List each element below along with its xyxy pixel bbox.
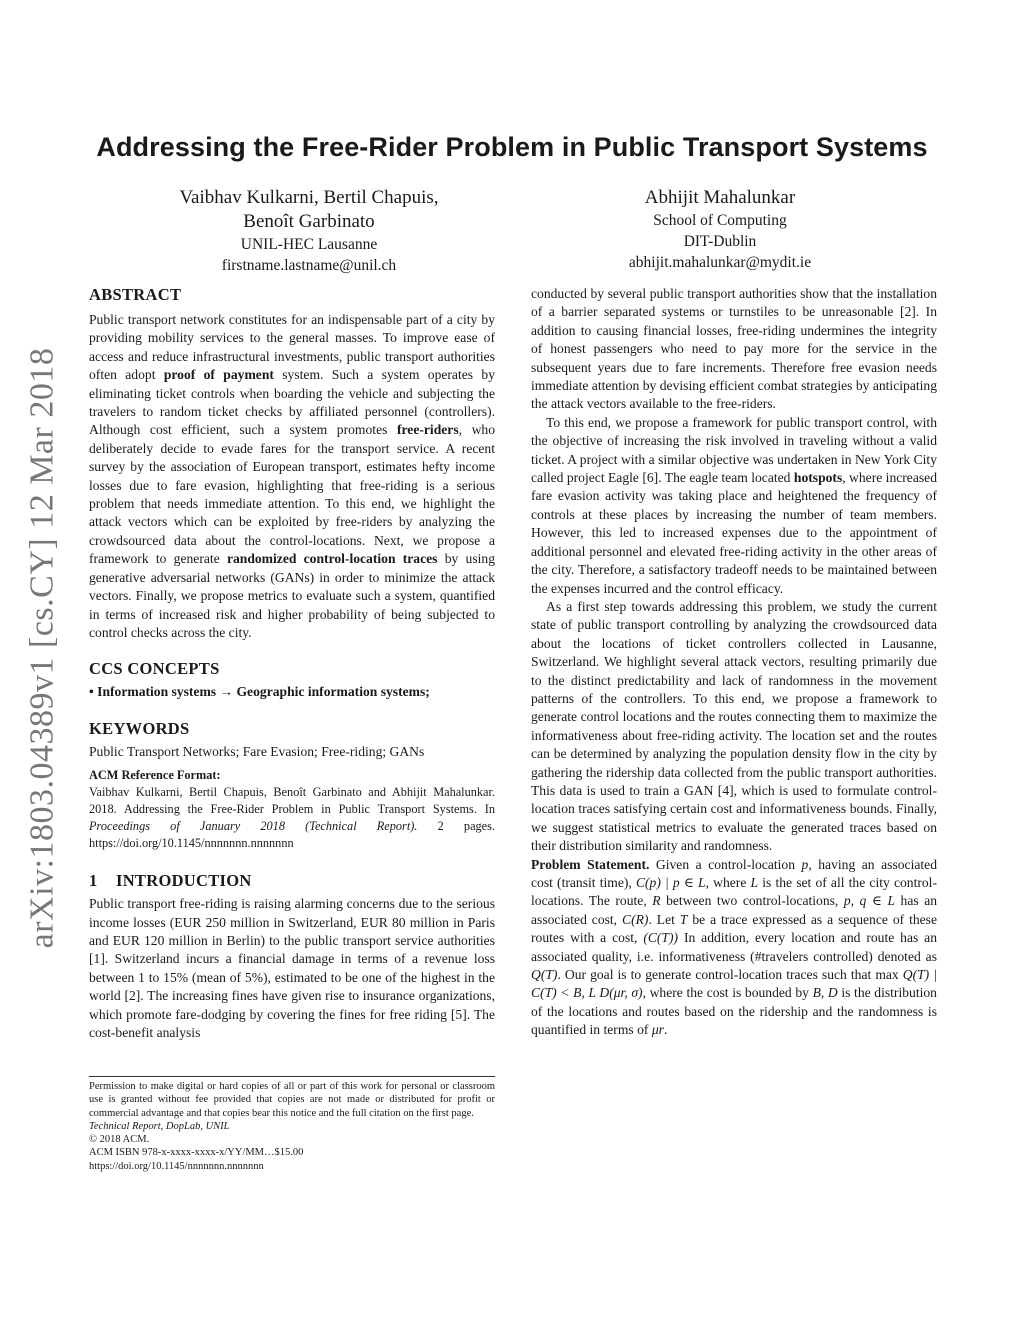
author-affiliation-1: School of Computing bbox=[653, 212, 787, 229]
abstract-bold-1: proof of payment bbox=[163, 367, 274, 383]
author-email: abhijit.mahalunkar@mydit.ie bbox=[628, 254, 812, 271]
problem-statement bbox=[531, 856, 937, 1040]
ps-text-9: In addition, every location and route has an associated quality, i.e. informativeness (#travelers controlled) denoted as bbox=[531, 930, 937, 964]
intro-paragraph-2 bbox=[531, 414, 937, 598]
copyright: © 2018 ACM. bbox=[89, 1134, 150, 1146]
ps-text-4: is the set of all the city control-locations. The route, bbox=[531, 875, 937, 909]
left-column bbox=[89, 284, 495, 1042]
intro-paragraph-1-continued: conducted by several public transport authorities show that the installation of a barrier separated systems or turnstiles to be unreasonable [2]. In addition to causing financial losses, free-riding undermines the integrity of honest passengers who need to pay more for the service in the subsequent years due to fare increments. Therefore free evasion needs immediate attention by devising efficient combat strategies by anticipating the attack vectors available to the free-riders. bbox=[531, 286, 937, 412]
abstract-bold-3: randomized control-location traces bbox=[226, 551, 438, 567]
ps-text-7: . Let bbox=[648, 911, 680, 927]
ps-math-CT: (C(T)) bbox=[643, 930, 679, 946]
acm-reference-text-1: Vaibhav Kulkarni, Bertil Chapuis, Benoît Garbinato and Abhijit Mahalunkar. 2018. Addressing the Free-Rider Problem in Public Transport Systems. In bbox=[89, 785, 495, 817]
section-number: 1 bbox=[89, 871, 98, 891]
permission-notice: Permission to make digital or hard copies of all or part of this work for personal or classroom use is granted without fee provided that copies are not made or distributed for profit or commercial advantage and that copies bear this notice and the full citation on the first page. bbox=[89, 1081, 495, 1119]
ps-math-pq: p, q ∈ L bbox=[843, 893, 896, 909]
author-names-line1: Vaibhav Kulkarni, Bertil Chapuis, bbox=[179, 187, 439, 208]
ps-text-12: is the distribution of the locations and routes based on the ridership and the randomness is quantified in terms of bbox=[531, 985, 937, 1038]
intro-p2-bold: hotspots bbox=[793, 470, 843, 486]
ps-math-p: p bbox=[801, 856, 809, 872]
keywords-text: Public Transport Networks; Fare Evasion; Free-riding; GANs bbox=[89, 743, 425, 759]
author-affiliation: UNIL-HEC Lausanne bbox=[240, 236, 378, 253]
paper-title: Addressing the Free-Rider Problem in Public Transport Systems bbox=[96, 132, 928, 162]
author-affiliation-2: DIT-Dublin bbox=[683, 233, 757, 250]
problem-statement-label: Problem Statement. bbox=[531, 856, 650, 872]
abstract-text-3: , who deliberately decide to evade fares for the transport service. A recent survey by the association of European transport, estimates hefty income losses due to fare evasion, highlighting that free-riding is a serious problem that needs immediate attention. To this end, we highlight the attack vectors which can be exploited by free-riders by analyzing the crowdsourced data about the control-locations. Next, we propose a framework to generate bbox=[89, 422, 495, 567]
author-block-right bbox=[580, 186, 860, 273]
doi: https://doi.org/10.1145/nnnnnnn.nnnnnnn bbox=[89, 1160, 264, 1172]
intro-paragraph-1: Public transport free-riding is raising alarming concerns due to the serious income losses (EUR 250 million in Switzerland, EUR 80 million in Paris and EUR 120 million in Berlin) to the public transport service authorities [1]. Switzerland incurs a financial damage in terms of a revenue loss between 1 to 15% (mean of 5%), estimated to be one of the highest in the world [2]. The increasing fines have given rise to insurance organizations, which promote fare-dodging by covering the fines for free riding [5]. The cost-benefit analysis bbox=[89, 896, 495, 1040]
author-names-line2: Benoît Garbinato bbox=[243, 211, 375, 232]
footnote bbox=[89, 1076, 495, 1173]
ps-text-5: between two control-locations, bbox=[660, 893, 844, 909]
intro-p2-text-b: , where increased fare evasion activity was taking place and heightened the frequency of controls at these places by increasing the number of team members. However, this led to increased expenses due to the appointment of additional personnel and elevated free-riding activity in the other areas of the city. Therefore, a satisfactory tradeoff needs to be maintained between the expenses incurred and the control efficacy. bbox=[531, 470, 937, 596]
arxiv-watermark bbox=[14, 347, 70, 949]
ps-math-mu: μr bbox=[651, 1022, 664, 1038]
abstract-text-2: system. Such a system operates by eliminating ticket controls when boarding the vehicle and subjecting the travelers to random ticket checks by affiliated personnel (controllers). Although cost efficient, such a system promotes bbox=[89, 367, 495, 438]
ps-text-10: . Our goal is to generate control-location traces such that max bbox=[557, 967, 903, 983]
ps-math-L: L bbox=[750, 875, 759, 890]
intro-paragraph-3: As a first step towards addressing this problem, we study the current state of public transport controlling by analyzing the crowdsourced data about the locations of ticket controllers collected in Lausanne, Switzerland. We highlight several attack vectors, resulting primarily due to the distinct predictability and lack of randomness in the movement patterns of the controllers. To this end, we propose a framework to generate control locations and the routes connecting them to maximize the informativeness about free-riding activity. The location set and the routes can be determined by analyzing the population density flow in the city by gathering the ridership data collected from the public transport authorities. This data is used to train a GAN [4], which is used to formulate control-location traces satisfying certain cost and informativeness bounds. Finally, we suggest statistical metrics to evaluate the generated traces based on their distribution similarity and randomness. bbox=[531, 598, 937, 854]
section-title: INTRODUCTION bbox=[116, 871, 252, 891]
author-name: Abhijit Mahalunkar bbox=[644, 187, 796, 208]
acm-reference-italic: Proceedings of January 2018 (Technical Report). bbox=[89, 819, 418, 834]
abstract-heading: ABSTRACT bbox=[89, 285, 182, 304]
ccs-heading: CCS CONCEPTS bbox=[89, 659, 220, 679]
abstract-text-4: by using generative adversarial networks (GANs) in order to minimize the attack vectors. Finally, we propose metrics to evaluate such a system, quantified in terms of increased risk and higher probability of being subjected to control checks across the city. bbox=[89, 551, 495, 640]
isbn: ACM ISBN 978-x-xxxx-xxxx-x/YY/MM…$15.00 bbox=[89, 1147, 304, 1159]
intro-p2-text-a: To this end, we propose a framework for public transport control, with the objective of increasing the risk involved in traveling without a valid ticket. A project with a similar objective was undertaken in New York City called project Eagle [6]. The eagle team located bbox=[531, 414, 937, 486]
right-column bbox=[531, 285, 937, 1040]
ps-math-max: Q(T) | C(T) < B, L D(μr, σ) bbox=[531, 967, 937, 1001]
acm-reference-text bbox=[89, 784, 495, 852]
ps-text-6: has an associated cost, bbox=[531, 893, 938, 927]
ps-text-11: , where the cost is bounded by bbox=[642, 985, 813, 1001]
ps-math-T: T bbox=[679, 911, 688, 927]
venue bbox=[89, 1120, 495, 1133]
abstract-text-1: Public transport network constitutes for an indispensable part of a city by providing mobility services to the general masses. To improve ease of access and reduce infrastructural investments, public transport authorities often adopt bbox=[89, 312, 495, 383]
intro-heading bbox=[89, 870, 495, 892]
ps-text-2: , having an associated cost (transit time), bbox=[531, 856, 937, 890]
author-block-left bbox=[150, 186, 468, 276]
ps-text-1: Given a control-location bbox=[649, 856, 802, 872]
ps-math-QT: Q(T) bbox=[531, 967, 558, 983]
venue-text: Technical Report, DopLab, UNIL bbox=[89, 1120, 230, 1132]
author-email: firstname.lastname@unil.ch bbox=[221, 257, 397, 274]
ps-math-cp: C(p) | p ∈ L bbox=[635, 875, 706, 890]
keywords-heading: KEYWORDS bbox=[89, 718, 190, 738]
ps-text-3: , where bbox=[705, 875, 751, 890]
ps-math-CR: C(R) bbox=[622, 911, 649, 927]
abstract-bold-2: free-riders bbox=[396, 422, 459, 438]
abstract-paragraph bbox=[89, 311, 495, 642]
ps-math-R: R bbox=[652, 893, 661, 909]
ps-text-13: . bbox=[663, 1022, 668, 1038]
arxiv-id: arXiv:1803.04389v1 [cs.CY] 12 Mar 2018 bbox=[23, 347, 61, 949]
ps-text-8: be a trace expressed as a sequence of these routes with a cost, bbox=[531, 911, 937, 946]
acm-reference-heading: ACM Reference Format: bbox=[89, 768, 221, 783]
ccs-text: • Information systems → Geographic information systems; bbox=[89, 684, 430, 700]
acm-reference-text-2: 2 pages. https://doi.org/10.1145/nnnnnnn.nnnnnnn bbox=[89, 819, 495, 851]
ps-math-BD: B, D bbox=[812, 985, 838, 1001]
